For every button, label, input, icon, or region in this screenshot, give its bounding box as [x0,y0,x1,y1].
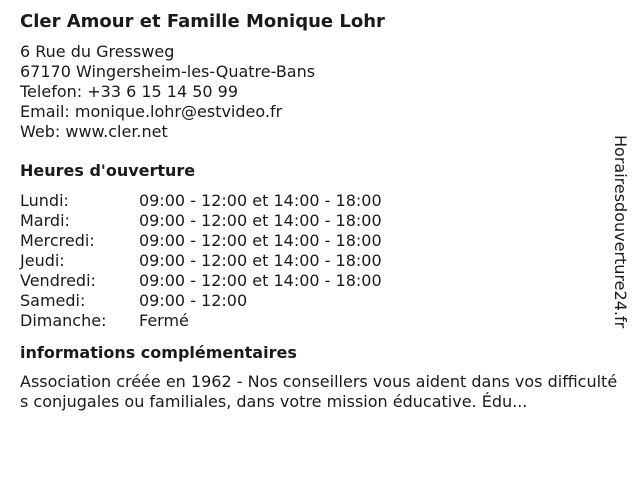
day-label: Lundi: [20,191,69,210]
business-name: Cler Amour et Famille Monique Lohr [20,11,385,32]
website[interactable]: Web: www.cler.net [20,122,168,141]
time-value: 09:00 - 12:00 et 14:00 - 18:00 [139,271,382,290]
opening-hours-table [20,191,620,331]
additional-info-text: Association créée en 1962 - Nos conseillers vous aident dans vos difficultés conjugales ou familiales, dans votre mission éducative. Édu... [20,372,618,411]
hours-row-tuesday [20,211,620,231]
opening-hours-heading: Heures d'ouverture [20,161,196,180]
day-label: Dimanche: [20,311,107,330]
hours-row-monday [20,191,620,211]
hours-row-wednesday [20,231,620,251]
hours-row-friday [20,271,620,291]
email-address[interactable]: Email: monique.lohr@estvideo.fr [20,102,283,121]
time-value: 09:00 - 12:00 et 14:00 - 18:00 [139,231,382,250]
time-value: Fermé [139,311,189,330]
day-label: Samedi: [20,291,86,310]
city-address: 67170 Wingersheim-les-Quatre-Bans [20,62,316,81]
day-label: Jeudi: [20,251,65,270]
hours-row-sunday [20,311,620,331]
contact-block [20,42,620,142]
street-address: 6 Rue du Gressweg [20,42,175,61]
hours-row-saturday [20,291,620,311]
day-label: Vendredi: [20,271,96,290]
time-value: 09:00 - 12:00 et 14:00 - 18:00 [139,211,382,230]
phone-number[interactable]: Telefon: +33 6 15 14 50 99 [20,82,239,101]
day-label: Mardi: [20,211,70,230]
time-value: 09:00 - 12:00 et 14:00 - 18:00 [139,191,382,210]
additional-info-heading: informations complémentaires [20,343,297,362]
business-card [20,10,620,412]
time-value: 09:00 - 12:00 et 14:00 - 18:00 [139,251,382,270]
watermark-site-name: Horairesdouverture24.fr [611,135,630,329]
hours-row-thursday [20,251,620,271]
time-value: 09:00 - 12:00 [139,291,248,310]
day-label: Mercredi: [20,231,95,250]
